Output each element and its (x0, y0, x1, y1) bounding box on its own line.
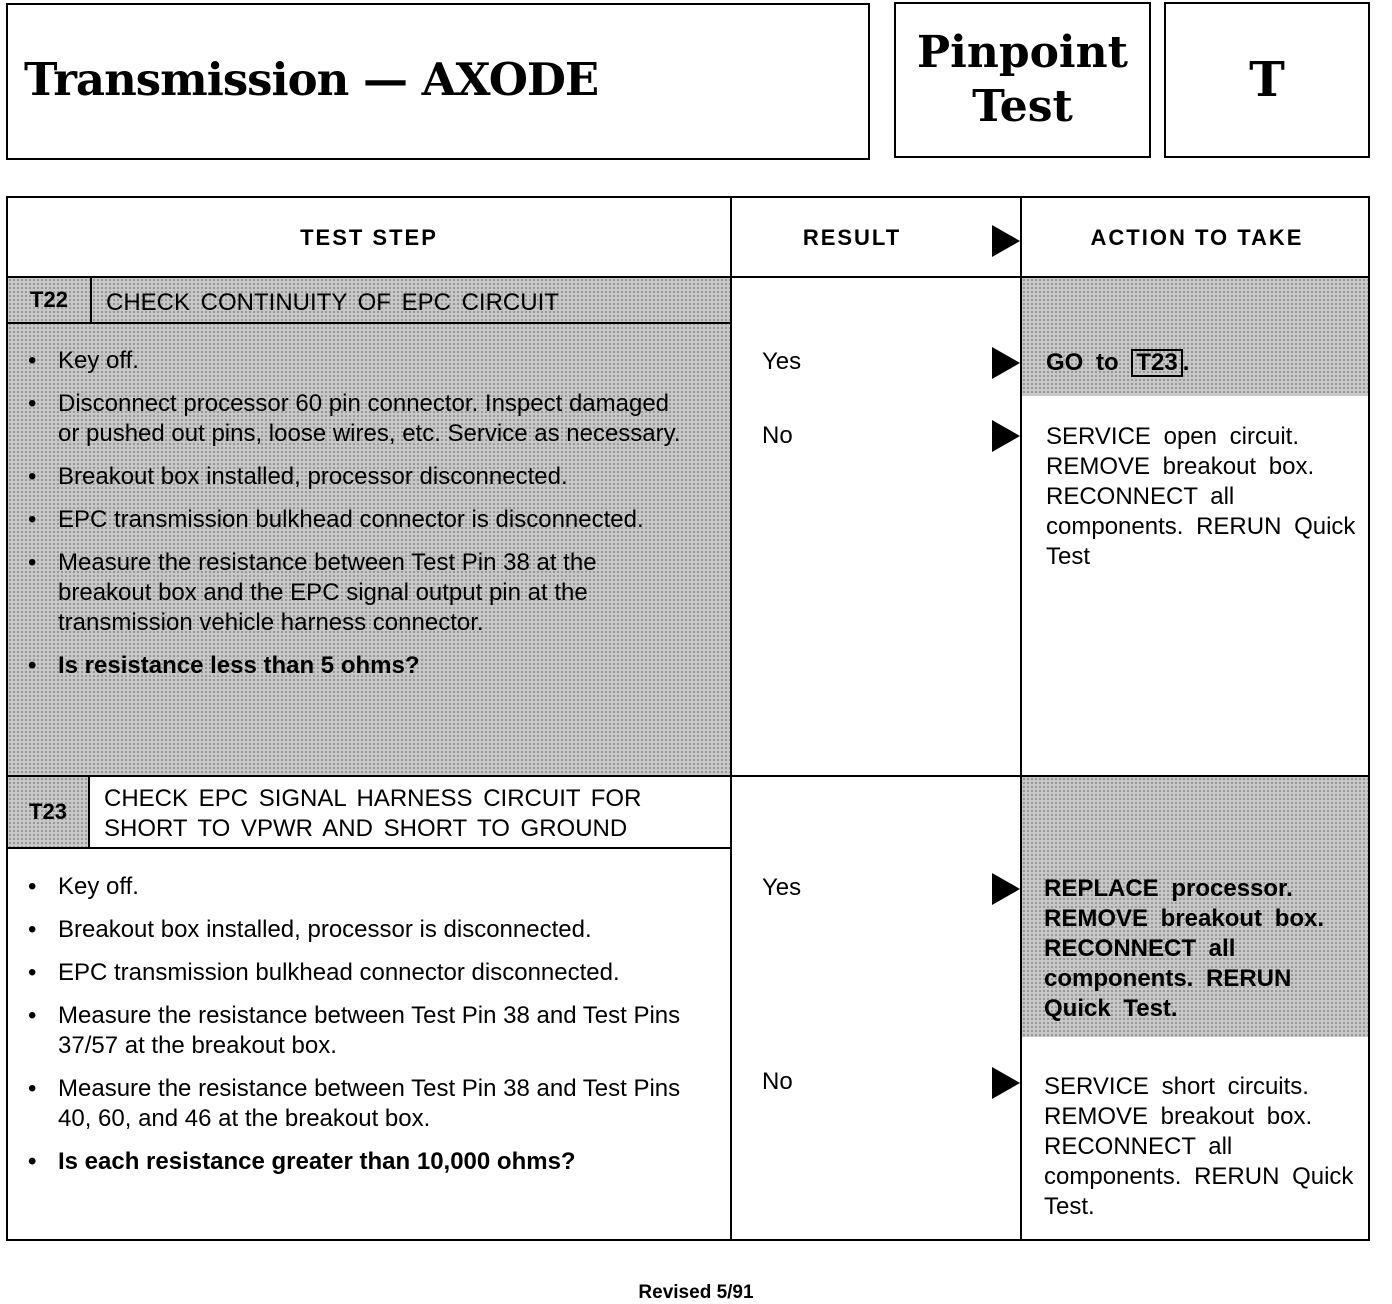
t22-step-list (8, 346, 688, 694)
t22-step-2: • Disconnect processor 60 pin connector. Inspect damaged or pushed out pins, loose wires, etc. Service as necessary. (8, 389, 688, 449)
title-box (6, 3, 870, 160)
col-divider-2 (1020, 198, 1022, 1239)
t23-title-line-2: SHORT TO VPWR AND SHORT TO GROUND (104, 815, 628, 842)
t23-title-line-1: CHECK EPC SIGNAL HARNESS CIRCUIT FOR (104, 785, 642, 812)
t23-title-rule (8, 847, 730, 849)
t22-step-id: T22 (8, 278, 92, 322)
pinpoint-table (6, 196, 1370, 1241)
col-divider-1 (730, 198, 732, 1239)
t22-yes-action-suffix: . (1182, 349, 1190, 376)
t22-yes-action (1046, 348, 1189, 378)
pinpoint-test-badge (894, 2, 1151, 158)
t23-question: • Is each resistance greater than 10,000 ohms? (8, 1147, 688, 1177)
t23-step-2: • Breakout box installed, processor is disconnected. (8, 915, 688, 945)
header-action: ACTION TO TAKE (1090, 225, 1304, 250)
header-rule (8, 276, 1368, 278)
t23-step-5: • Measure the resistance between Test Pin 38 and Test Pins 40, 60, and 46 at the breakout box. (8, 1074, 688, 1134)
row-divider (8, 775, 1368, 777)
header-arrow-icon (992, 225, 1020, 257)
revision-note: Revised 5/91 (638, 1282, 754, 1303)
t22-yes-arrow-icon (992, 347, 1020, 379)
t22-step-1: • Key off. (8, 346, 688, 376)
header-result: RESULT (802, 225, 902, 250)
t23-step-3: • EPC transmission bulkhead connector disconnected. (8, 958, 688, 988)
t22-step-5: • Measure the resistance between Test Pin 38 at the breakout box and the EPC signal output pin at the transmission vehicle harness connector. (8, 548, 688, 638)
t22-step-4: • EPC transmission bulkhead connector is disconnected. (8, 505, 688, 535)
t23-step-id: T23 (8, 777, 90, 847)
section-letter: T (1249, 52, 1285, 108)
t22-no-action: SERVICE open circuit. REMOVE breakout box. RECONNECT all components. RERUN Quick Test (1046, 423, 1356, 570)
t23-reference-link[interactable]: T23 (1131, 349, 1182, 377)
t22-yes-label: Yes (762, 348, 802, 375)
t23-no-label: No (762, 1068, 793, 1095)
t23-no-arrow-icon (992, 1067, 1020, 1099)
t22-question: • Is resistance less than 5 ohms? (8, 651, 688, 681)
t22-title-rule (8, 322, 730, 324)
t23-no-action: SERVICE short circuits. REMOVE breakout box. RECONNECT all components. RERUN Quick Test. (1044, 1073, 1354, 1220)
t23-yes-action: REPLACE processor. REMOVE breakout box. RECONNECT all components. RERUN Quick Test. (1044, 875, 1325, 1022)
t23-yes-arrow-icon (992, 873, 1020, 905)
t23-yes-label: Yes (762, 874, 802, 901)
badge-line-2: Test (972, 81, 1073, 132)
t23-step-1: • Key off. (8, 872, 688, 902)
t22-step-title: CHECK CONTINUITY OF EPC CIRCUIT (106, 289, 559, 316)
t22-no-arrow-icon (992, 420, 1020, 452)
section-letter-box (1164, 2, 1370, 158)
t22-no-label: No (762, 422, 793, 449)
header-test-step: TEST STEP (300, 225, 438, 250)
t22-step-3: • Breakout box installed, processor disconnected. (8, 462, 688, 492)
t22-action-rule (1022, 394, 1368, 396)
badge-line-1: Pinpoint (917, 27, 1128, 78)
page-title: Transmission — AXODE (24, 53, 599, 106)
t22-yes-action-prefix: GO to (1046, 349, 1119, 376)
t23-step-title (104, 784, 641, 844)
t23-step-list (8, 872, 688, 1190)
t23-step-4: • Measure the resistance between Test Pin 38 and Test Pins 37/57 at the breakout box. (8, 1001, 688, 1061)
